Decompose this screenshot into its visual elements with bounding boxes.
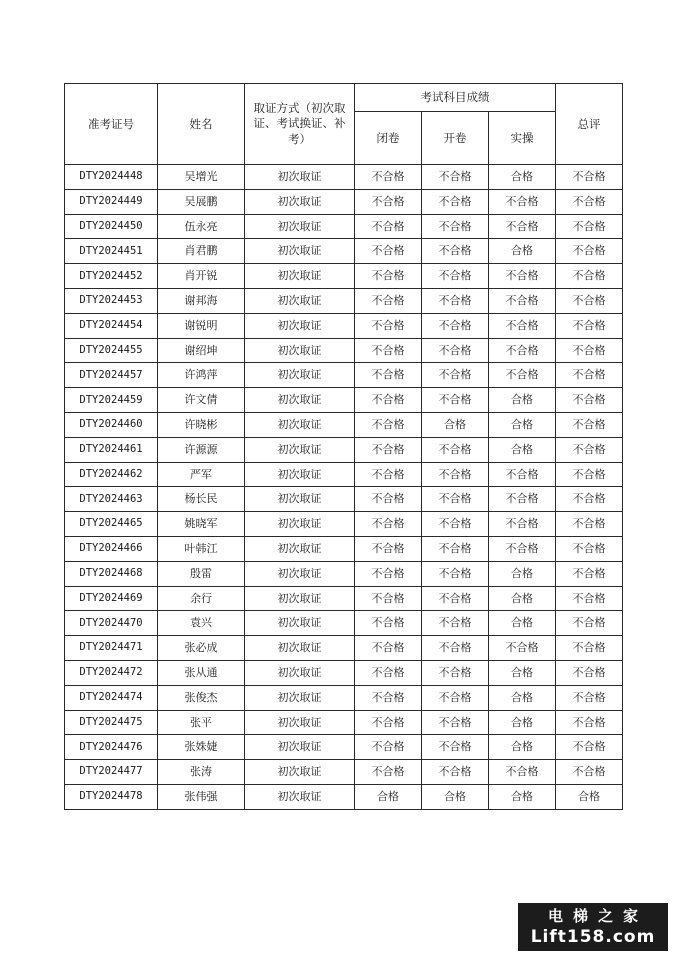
cell-closed-book: 不合格 (355, 586, 422, 611)
cell-closed-book: 不合格 (355, 660, 422, 685)
cell-name: 谢邦海 (158, 288, 245, 313)
cell-open-book: 不合格 (422, 239, 489, 264)
cell-open-book: 合格 (422, 412, 489, 437)
table-row (65, 388, 623, 413)
cell-method: 初次取证 (245, 437, 355, 462)
cell-method: 初次取证 (245, 462, 355, 487)
cell-practical: 不合格 (489, 462, 556, 487)
cell-name: 许源源 (158, 437, 245, 462)
cell-practical: 不合格 (489, 288, 556, 313)
cell-closed-book: 不合格 (355, 437, 422, 462)
cell-name: 许鸿萍 (158, 363, 245, 388)
cell-practical: 不合格 (489, 313, 556, 338)
table-row (65, 487, 623, 512)
cell-practical: 合格 (489, 660, 556, 685)
cell-overall: 不合格 (556, 288, 623, 313)
cell-closed-book: 不合格 (355, 636, 422, 661)
cell-overall: 不合格 (556, 636, 623, 661)
cell-practical: 不合格 (489, 214, 556, 239)
cell-method: 初次取证 (245, 165, 355, 190)
cell-method: 初次取证 (245, 784, 355, 809)
cell-open-book: 不合格 (422, 165, 489, 190)
cell-method: 初次取证 (245, 561, 355, 586)
cell-open-book: 不合格 (422, 338, 489, 363)
cell-closed-book: 不合格 (355, 338, 422, 363)
cell-open-book: 不合格 (422, 512, 489, 537)
cell-closed-book: 不合格 (355, 611, 422, 636)
cell-name: 肖开锐 (158, 264, 245, 289)
cell-exam-id: DTY2024469 (65, 586, 158, 611)
cell-open-book: 不合格 (422, 660, 489, 685)
table-header (65, 84, 623, 165)
cell-closed-book: 不合格 (355, 685, 422, 710)
cell-overall: 不合格 (556, 388, 623, 413)
header-open-book: 开卷 (422, 112, 489, 165)
cell-open-book: 不合格 (422, 735, 489, 760)
cell-exam-id: DTY2024466 (65, 536, 158, 561)
cell-name: 谢绍坤 (158, 338, 245, 363)
cell-exam-id: DTY2024471 (65, 636, 158, 661)
cell-closed-book: 不合格 (355, 412, 422, 437)
header-practical: 实操 (489, 112, 556, 165)
cell-overall: 合格 (556, 784, 623, 809)
table-body (65, 165, 623, 810)
cell-name: 杨长民 (158, 487, 245, 512)
cell-name: 袁兴 (158, 611, 245, 636)
table-row (65, 189, 623, 214)
cell-method: 初次取证 (245, 586, 355, 611)
header-name: 姓名 (158, 84, 245, 165)
cell-method: 初次取证 (245, 313, 355, 338)
cell-method: 初次取证 (245, 710, 355, 735)
cell-method: 初次取证 (245, 264, 355, 289)
cell-method: 初次取证 (245, 636, 355, 661)
cell-open-book: 不合格 (422, 586, 489, 611)
cell-overall: 不合格 (556, 536, 623, 561)
cell-name: 肖君鹏 (158, 239, 245, 264)
cell-name: 吴增光 (158, 165, 245, 190)
cell-exam-id: DTY2024449 (65, 189, 158, 214)
cell-open-book: 不合格 (422, 214, 489, 239)
cell-exam-id: DTY2024457 (65, 363, 158, 388)
cell-overall: 不合格 (556, 512, 623, 537)
table-row (65, 437, 623, 462)
watermark-en: Lift158.com (530, 927, 656, 947)
cell-overall: 不合格 (556, 710, 623, 735)
cell-practical: 合格 (489, 165, 556, 190)
cell-name: 谢锐明 (158, 313, 245, 338)
cell-closed-book: 不合格 (355, 536, 422, 561)
cell-closed-book: 不合格 (355, 487, 422, 512)
cell-practical: 不合格 (489, 760, 556, 785)
cell-exam-id: DTY2024475 (65, 710, 158, 735)
cell-practical: 不合格 (489, 363, 556, 388)
cell-practical: 合格 (489, 685, 556, 710)
cell-overall: 不合格 (556, 412, 623, 437)
cell-exam-id: DTY2024451 (65, 239, 158, 264)
cell-method: 初次取证 (245, 660, 355, 685)
cell-practical: 合格 (489, 710, 556, 735)
cell-method: 初次取证 (245, 388, 355, 413)
cell-open-book: 不合格 (422, 189, 489, 214)
cell-overall: 不合格 (556, 239, 623, 264)
cell-method: 初次取证 (245, 685, 355, 710)
cell-exam-id: DTY2024448 (65, 165, 158, 190)
cell-name: 张姝婕 (158, 735, 245, 760)
cell-overall: 不合格 (556, 165, 623, 190)
cell-method: 初次取证 (245, 536, 355, 561)
cell-overall: 不合格 (556, 462, 623, 487)
cell-overall: 不合格 (556, 611, 623, 636)
cell-closed-book: 不合格 (355, 760, 422, 785)
cell-practical: 合格 (489, 586, 556, 611)
cell-closed-book: 不合格 (355, 512, 422, 537)
cell-name: 许文倩 (158, 388, 245, 413)
cell-name: 张伟强 (158, 784, 245, 809)
cell-practical: 合格 (489, 735, 556, 760)
cell-open-book: 不合格 (422, 685, 489, 710)
cell-open-book: 不合格 (422, 313, 489, 338)
cell-practical: 不合格 (489, 189, 556, 214)
cell-method: 初次取证 (245, 338, 355, 363)
table-row (65, 636, 623, 661)
cell-overall: 不合格 (556, 214, 623, 239)
cell-method: 初次取证 (245, 239, 355, 264)
cell-exam-id: DTY2024459 (65, 388, 158, 413)
cell-practical: 合格 (489, 388, 556, 413)
cell-closed-book: 不合格 (355, 165, 422, 190)
cell-overall: 不合格 (556, 660, 623, 685)
cell-closed-book: 不合格 (355, 288, 422, 313)
cell-method: 初次取证 (245, 412, 355, 437)
table-row (65, 784, 623, 809)
cell-practical: 合格 (489, 561, 556, 586)
cell-overall: 不合格 (556, 437, 623, 462)
cell-practical: 不合格 (489, 636, 556, 661)
cell-exam-id: DTY2024478 (65, 784, 158, 809)
cell-closed-book: 不合格 (355, 214, 422, 239)
cell-overall: 不合格 (556, 760, 623, 785)
table-row (65, 239, 623, 264)
table-row (65, 462, 623, 487)
header-exam-id: 准考证号 (65, 84, 158, 165)
cell-exam-id: DTY2024472 (65, 660, 158, 685)
cell-closed-book: 不合格 (355, 313, 422, 338)
cell-name: 吴展鹏 (158, 189, 245, 214)
cell-name: 姚晓军 (158, 512, 245, 537)
header-closed-book: 闭卷 (355, 112, 422, 165)
cell-open-book: 不合格 (422, 636, 489, 661)
header-overall: 总评 (556, 84, 623, 165)
cell-name: 殷雷 (158, 561, 245, 586)
cell-closed-book: 不合格 (355, 189, 422, 214)
cell-method: 初次取证 (245, 363, 355, 388)
cell-method: 初次取证 (245, 512, 355, 537)
cell-exam-id: DTY2024455 (65, 338, 158, 363)
cell-exam-id: DTY2024460 (65, 412, 158, 437)
cell-exam-id: DTY2024461 (65, 437, 158, 462)
cell-name: 余行 (158, 586, 245, 611)
table-row (65, 288, 623, 313)
cell-open-book: 不合格 (422, 561, 489, 586)
cell-practical: 合格 (489, 412, 556, 437)
cell-name: 张平 (158, 710, 245, 735)
cell-open-book: 不合格 (422, 288, 489, 313)
cell-open-book: 不合格 (422, 710, 489, 735)
cell-exam-id: DTY2024463 (65, 487, 158, 512)
table-row (65, 586, 623, 611)
cell-exam-id: DTY2024476 (65, 735, 158, 760)
cell-practical: 不合格 (489, 536, 556, 561)
table-row (65, 165, 623, 190)
cell-overall: 不合格 (556, 189, 623, 214)
table-row (65, 536, 623, 561)
table-row (65, 660, 623, 685)
cell-exam-id: DTY2024452 (65, 264, 158, 289)
cell-practical: 合格 (489, 784, 556, 809)
cell-exam-id: DTY2024454 (65, 313, 158, 338)
cell-open-book: 不合格 (422, 264, 489, 289)
cell-overall: 不合格 (556, 735, 623, 760)
table-row (65, 338, 623, 363)
cell-practical: 合格 (489, 239, 556, 264)
cell-exam-id: DTY2024474 (65, 685, 158, 710)
cell-open-book: 不合格 (422, 388, 489, 413)
cell-method: 初次取证 (245, 487, 355, 512)
cell-name: 伍永亮 (158, 214, 245, 239)
cell-method: 初次取证 (245, 611, 355, 636)
table-row (65, 363, 623, 388)
table-row (65, 313, 623, 338)
table-row (65, 735, 623, 760)
cell-name: 张涛 (158, 760, 245, 785)
cell-name: 严军 (158, 462, 245, 487)
cell-method: 初次取证 (245, 760, 355, 785)
cell-open-book: 不合格 (422, 760, 489, 785)
watermark-cn: 电梯之家 (547, 907, 648, 925)
cell-closed-book: 不合格 (355, 239, 422, 264)
cell-name: 张俊杰 (158, 685, 245, 710)
cell-name: 张必成 (158, 636, 245, 661)
header-subjects-group: 考试科目成绩 (355, 84, 556, 112)
cell-exam-id: DTY2024468 (65, 561, 158, 586)
cell-practical: 合格 (489, 437, 556, 462)
header-method: 取证方式（初次取证、考试换证、补考） (245, 84, 355, 165)
cell-method: 初次取证 (245, 288, 355, 313)
cell-practical: 不合格 (489, 338, 556, 363)
exam-results-table (64, 83, 623, 810)
table-row (65, 264, 623, 289)
table-row (65, 710, 623, 735)
cell-exam-id: DTY2024453 (65, 288, 158, 313)
cell-open-book: 合格 (422, 784, 489, 809)
cell-practical: 不合格 (489, 487, 556, 512)
cell-name: 许晓彬 (158, 412, 245, 437)
cell-open-book: 不合格 (422, 462, 489, 487)
cell-overall: 不合格 (556, 313, 623, 338)
cell-practical: 不合格 (489, 512, 556, 537)
cell-open-book: 不合格 (422, 611, 489, 636)
cell-method: 初次取证 (245, 735, 355, 760)
cell-overall: 不合格 (556, 685, 623, 710)
cell-closed-book: 不合格 (355, 363, 422, 388)
cell-open-book: 不合格 (422, 363, 489, 388)
cell-closed-book: 不合格 (355, 735, 422, 760)
cell-exam-id: DTY2024470 (65, 611, 158, 636)
cell-exam-id: DTY2024477 (65, 760, 158, 785)
table-row (65, 611, 623, 636)
cell-closed-book: 不合格 (355, 388, 422, 413)
cell-overall: 不合格 (556, 264, 623, 289)
cell-closed-book: 不合格 (355, 710, 422, 735)
table-row (65, 561, 623, 586)
cell-method: 初次取证 (245, 189, 355, 214)
cell-closed-book: 合格 (355, 784, 422, 809)
cell-exam-id: DTY2024465 (65, 512, 158, 537)
cell-open-book: 不合格 (422, 487, 489, 512)
results-sheet (64, 83, 622, 810)
cell-name: 叶韩江 (158, 536, 245, 561)
cell-closed-book: 不合格 (355, 462, 422, 487)
cell-name: 张从通 (158, 660, 245, 685)
cell-closed-book: 不合格 (355, 264, 422, 289)
table-row (65, 512, 623, 537)
table-row (65, 214, 623, 239)
table-row (65, 760, 623, 785)
cell-practical: 合格 (489, 611, 556, 636)
table-row (65, 412, 623, 437)
cell-overall: 不合格 (556, 561, 623, 586)
cell-method: 初次取证 (245, 214, 355, 239)
cell-overall: 不合格 (556, 338, 623, 363)
site-watermark (518, 903, 668, 951)
cell-exam-id: DTY2024462 (65, 462, 158, 487)
table-row (65, 685, 623, 710)
cell-overall: 不合格 (556, 363, 623, 388)
cell-overall: 不合格 (556, 586, 623, 611)
cell-practical: 不合格 (489, 264, 556, 289)
cell-exam-id: DTY2024450 (65, 214, 158, 239)
cell-open-book: 不合格 (422, 536, 489, 561)
cell-open-book: 不合格 (422, 437, 489, 462)
cell-overall: 不合格 (556, 487, 623, 512)
cell-closed-book: 不合格 (355, 561, 422, 586)
